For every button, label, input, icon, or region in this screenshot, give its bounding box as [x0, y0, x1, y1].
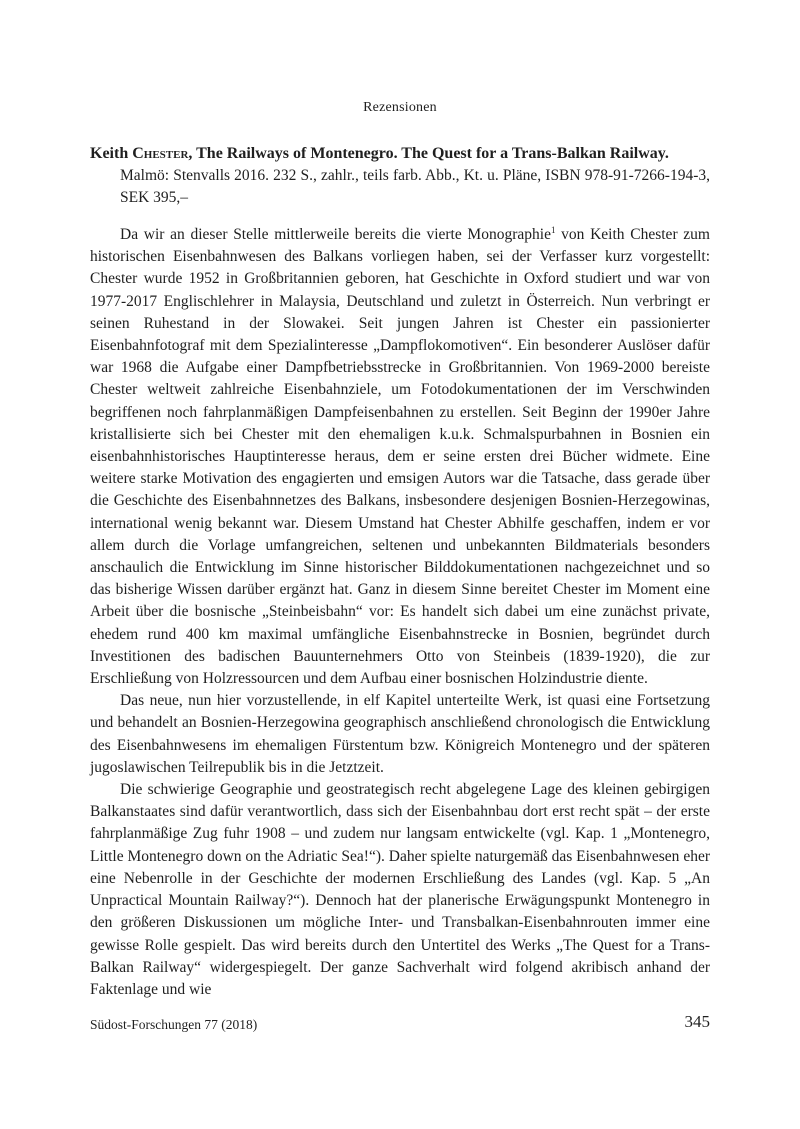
page-number: 345	[684, 1012, 710, 1031]
paragraph-2: Das neue, nun hier vorzustellende, in elf Kapitel unterteilte Werk, ist quasi eine Fortsetzung und behandelt an Bosnien-Herzegowina geographisch anschließend chronologisch die Entwicklung des Eisenbahnwesens im ehemaligen Fürstentum bzw. Königreich Montenegro und der späteren jugoslawischen Teilrepublik bis in die Jetztzeit.	[90, 692, 710, 776]
paragraph-3: Die schwierige Geographie und geostrategisch recht abgelegene Lage des kleinen gebirgigen Balkanstaates sind dafür verantwortlich, dass sich der Eisenbahnbau dort erst recht spät – der erste fahrplanmäßige Zug fuhr 1908 – und zudem nur langsam entwickelte (vgl. Kap. 1 „Montenegro, Little Montenegro down on the Adriatic Sea!“). Daher spielte naturgemäß das Eisenbahnwesen eher eine Nebenrolle in der Geschichte der modernen Erschließung des Landes (vgl. Kap. 5 „An Unpractical Mountain Railway?“). Dennoch hat der planerische Erwägungspunkt Montenegro in den größeren Diskussionen um mögliche Inter- und Transbalkan-Eisenbahnrouten immer eine gewisse Rolle gespielt. Das wird bereits durch den Untertitel des Werks „The Quest for a Trans-Balkan Railway“ widergespiegelt. Der ganze Sachverhalt wird folgend akribisch anhand der Faktenlage und wie	[90, 781, 710, 998]
publication-details: Malmö: Stenvalls 2016. 232 S., zahlr., teils farb. Abb., Kt. u. Pläne, ISBN 978-91-7266-194-3, SEK 395,–	[120, 167, 710, 206]
paragraph-1	[90, 224, 710, 690]
paragraph-1-rest: von Keith Chester zum historischen Eisenbahnwesen des Balkans vorliegen haben, sei der Verfasser kurz vorgestellt: Chester wurde 1952 in Großbritannien geboren, hat Geschichte in Oxford studiert und war von 1977-2017 Englischlehrer in Malaysia, Deutschland und zuletzt in Österreich. Nun verbringt er seinen Ruhestand in der Slowakei. Seit jungen Jahren ist Chester ein passionierter Eisenbahnfotograf mit dem Spezialinteresse „Dampflokomotiven“. Ein besonderer Auslöser dafür war 1968 die Aufgabe einer Dampfbetriebsstrecke in Großbritannien. Von 1969-2000 bereiste Chester weltweit zahlreiche Eisenbahnziele, um Fotodokumentationen der im Verschwinden begriffenen noch fahrplanmäßigen Dampfeisenbahnen zu erstellen. Seit Beginn der 1990er Jahre kristallisierte sich bei Chester mit den ehemaligen k.u.k. Schmalspurbahnen in Bosnien ein eisenbahnhistorisches Hauptinteresse heraus, dem er seine ersten drei Bücher widmete. Eine weitere starke Motivation des engagierten und emsigen Autors war die Tatsache, dass gerade über die Geschichte des Eisenbahnnetzes des Balkans, insbesondere desjenigen Bosnien-Herzegowinas, international wenig bekannt war. Diesem Umstand hat Chester Abhilfe geschaffen, indem er vor allem durch die Vorlage umfangreichen, seltenen und unbekannten Bildmaterials besonders anschaulich die Entwicklung im Sinne historischer Bilddokumentationen nachgezeichnet und so das bisherige Wissen darüber ergänzt hat. Ganz in diesem Sinne bereitet Chester im Moment eine Arbeit über die bosnische „Steinbeisbahn“ vor: Es handelt sich dabei um eine zunächst private, ehedem rund 400 km maximal umfängliche Eisenbahnstrecke in Bosnien, begründet durch Investitionen des badischen Bauunternehmers Otto von Steinbeis (1839-1920), die zur Erschließung von Holzressourcen und dem Aufbau einer bosnischen Holzindustrie diente.	[90, 226, 710, 688]
author-last-name: Chester	[132, 145, 189, 162]
review-body	[90, 224, 710, 1001]
footnote-marker: 1	[550, 224, 556, 235]
review-heading	[90, 143, 710, 209]
review-title	[90, 143, 710, 165]
running-header: Rezensionen	[363, 100, 437, 115]
author-first-name: Keith	[90, 145, 129, 162]
journal-citation: Südost-Forschungen 77 (2018)	[90, 1017, 258, 1032]
book-title: , The Railways of Montenegro. The Quest for a Trans-Balkan Railway.	[188, 145, 669, 162]
paragraph-1-start: Da wir an dieser Stelle mittlerweile bereits die vierte Monographie	[120, 226, 551, 243]
